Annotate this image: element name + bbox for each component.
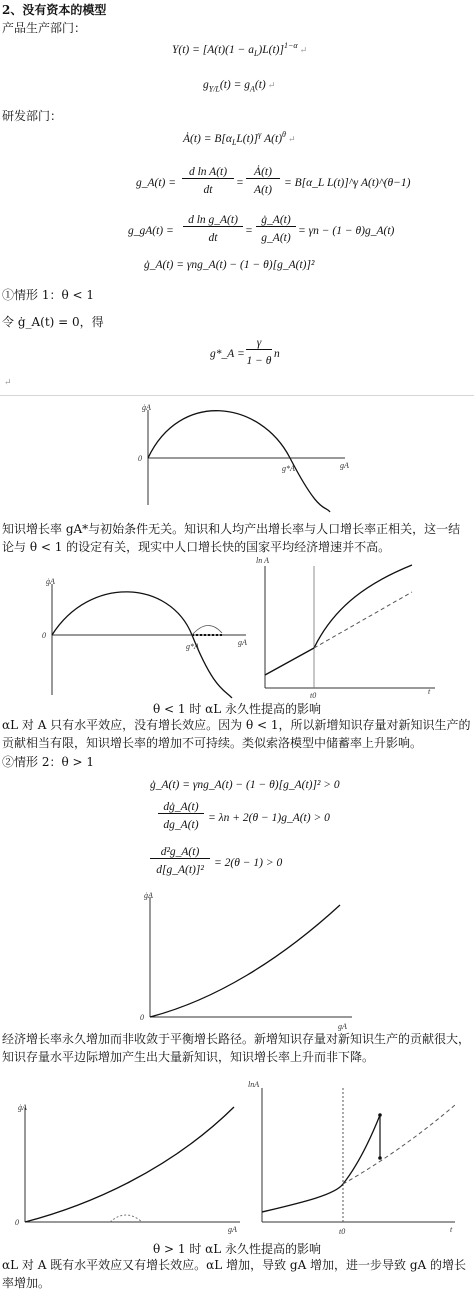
- fig4r-xlabel: t: [450, 1225, 453, 1234]
- fig2r-ylabel: ln A: [256, 556, 269, 565]
- fig4l-ylabel: ġA: [18, 1103, 27, 1112]
- fig2l-ylabel: ġA: [46, 577, 55, 586]
- section-heading: 2、没有资本的模型: [2, 3, 107, 17]
- fig1-origin: 0: [138, 454, 142, 463]
- figure-caption-2: θ > 1 时 αL 永久性提高的影响: [152, 1242, 322, 1256]
- rd-sector-label: 研发部门：: [2, 109, 63, 123]
- product-sector-label: 产品生产部门：: [2, 21, 87, 35]
- fig2r-xlabel: t: [428, 687, 431, 696]
- fig2l-star: g*A: [186, 642, 199, 651]
- fig3-origin: 0: [140, 1013, 144, 1022]
- case-2-equation-a: ġ_A(t) = γng_A(t) − (1 − θ)[g_A(t)]² > 0: [150, 779, 340, 791]
- fig2l-xlabel: gA: [238, 638, 247, 647]
- paragraph-2: αL 对 A 只有水平效应，没有增长效应。因为 θ < 1，所以新增知识存量对新知识生产的贡献相当有限，知识增长率的增加不可持续。类似索洛模型中储蓄率上升影响。: [2, 718, 471, 750]
- fig1-ylabel: ġA: [142, 403, 151, 412]
- fig3-xlabel: gA: [338, 1022, 347, 1031]
- knowledge-production-equation: Ȧ(t) = $B[\alpha_LL(t)]^\gamma$ $A(t)^\theta$ ↵: [183, 130, 296, 148]
- case-1-condition: 令 ġ_A(t) = 0，得: [2, 315, 104, 329]
- fig2r-tick: t0: [310, 691, 317, 700]
- production-equation: $Y(t) = [A(t)(1 - a_L)L(t)]^{1-\alpha}$ ↵: [172, 41, 308, 59]
- case-1-label: ①情形 1：θ < 1: [2, 288, 94, 302]
- fig4r-ylabel: lnA: [248, 1080, 260, 1089]
- fig2l-origin: 0: [42, 631, 46, 640]
- figure-caption-1: θ < 1 时 αL 永久性提高的影响: [152, 702, 322, 716]
- paragraph-1: 知识增长率 gA*与初始条件无关。知识和人均产出增长率与人口增长率正相关，这一结论与 θ < 1 的设定有关，现实中人口增长快的国家平均经济增速并不高。: [2, 522, 461, 554]
- paragraph-3: 经济增长率永久增加而非收敛于平衡增长路径。新增知识存量对新知识生产的贡献很大，知识存量水平边际增加产生出大量新知识，知识增长率上升而非下降。: [2, 1032, 471, 1064]
- fig4l-xlabel: gA: [228, 1225, 237, 1234]
- gadot-equation: ġ_A(t) = γng_A(t) − (1 − θ)[g_A(t)]²: [144, 259, 315, 271]
- fig4l-origin: 0: [15, 1218, 19, 1227]
- fig3-ylabel: ġA: [144, 891, 153, 900]
- case-2-label: ②情形 2：θ > 1: [2, 755, 94, 769]
- paragraph-4: αL 对 A 既有水平效应又有增长效应。αL 增加，导致 gA 增加，进一步导致 gA 的增长率增加。: [2, 1258, 467, 1290]
- fig1-star: g*A: [282, 464, 295, 473]
- fig1-xlabel: gA: [340, 461, 349, 470]
- growth-equality-equation: $g_{Y/L}(t) = g_A(t)$ ↵: [203, 79, 276, 94]
- fig4r-tick: t0: [339, 1227, 346, 1236]
